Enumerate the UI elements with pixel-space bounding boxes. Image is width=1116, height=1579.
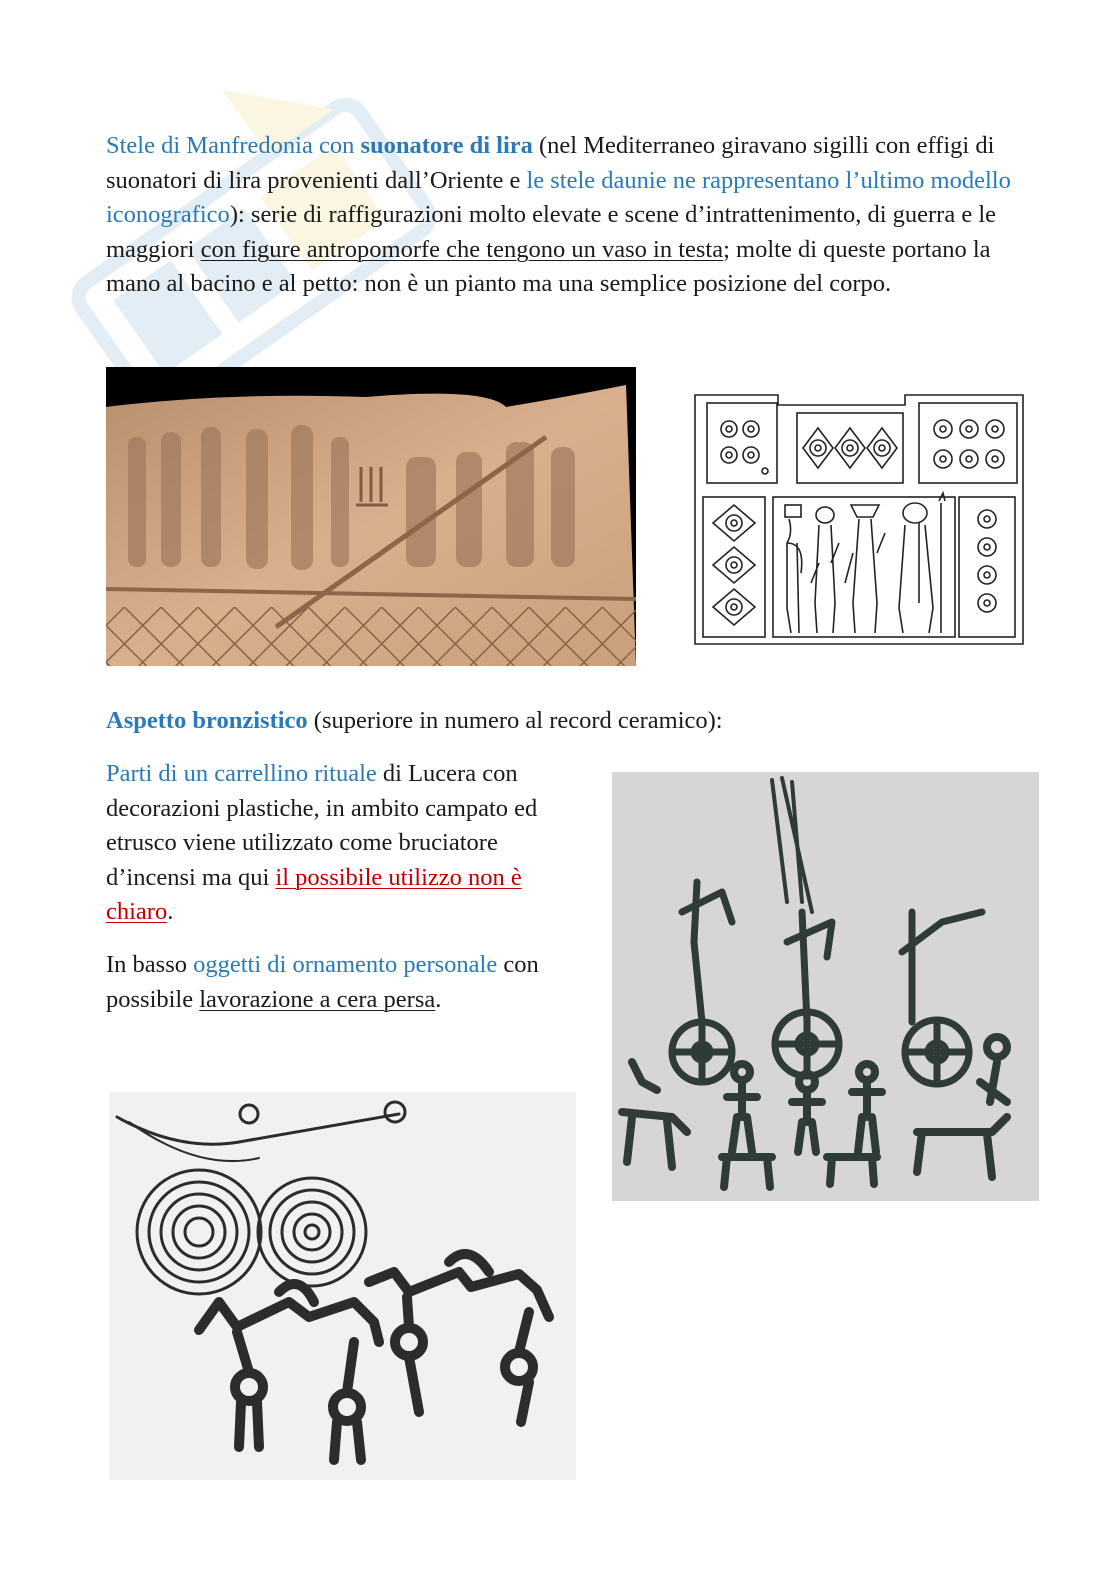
stele-photo <box>106 367 636 666</box>
cart-paragraph: Parti di un carrellino rituale di Lucera con decorazioni plastiche, in ambito campato ed etrusco viene utilizzato come bruciatore d’incensi ma qui il possibile utilizzo non è chiaro. <box>106 760 538 926</box>
intro-paragraph: Stele di Manfredonia con suonatore di lira (nel Mediterraneo giravano sigilli con effigi di suonatori di lira provenienti dall’Oriente e le stele daunie ne rappresentano l’ultimo modello iconografico): serie di raffigurazioni molto elevate e scene d’intrattenimento, di guerra e le maggiori con figure antropomorfe che tengono un vaso in testa; molte di queste portano la mano al bacino e al petto: non è un pianto ma una semplice posizione del corpo. <box>106 132 1011 298</box>
uncertain-use-note: il possibile utilizzo non è chiaro <box>106 863 522 926</box>
lyre-player-term: suonatore di lira <box>360 132 533 159</box>
bronze-cart-photo <box>612 772 1039 1201</box>
bronze-section-heading: Aspetto bronzistico (superiore in numero al record ceramico): <box>106 707 723 734</box>
ornament-paragraph: In basso oggetti di ornamento personale con possibile lavorazione a cera persa. <box>106 951 539 1013</box>
ornament-term: oggetti di ornamento personale <box>193 951 498 978</box>
lost-wax-phrase: lavorazione a cera persa <box>199 985 436 1013</box>
stele-line-drawing <box>693 393 1025 646</box>
daunian-stele-note: le stele daunie ne rappresentano l’ultimo modello iconografico <box>106 166 1011 229</box>
stele-title: Stele di Manfredonia con <box>106 132 361 159</box>
underlined-figures-phrase: con figure antropomorfe che tengono un vaso in testa <box>200 235 724 263</box>
ritual-cart-term: Parti di un carrellino rituale <box>106 760 377 787</box>
personal-ornaments-photo <box>109 1092 576 1480</box>
